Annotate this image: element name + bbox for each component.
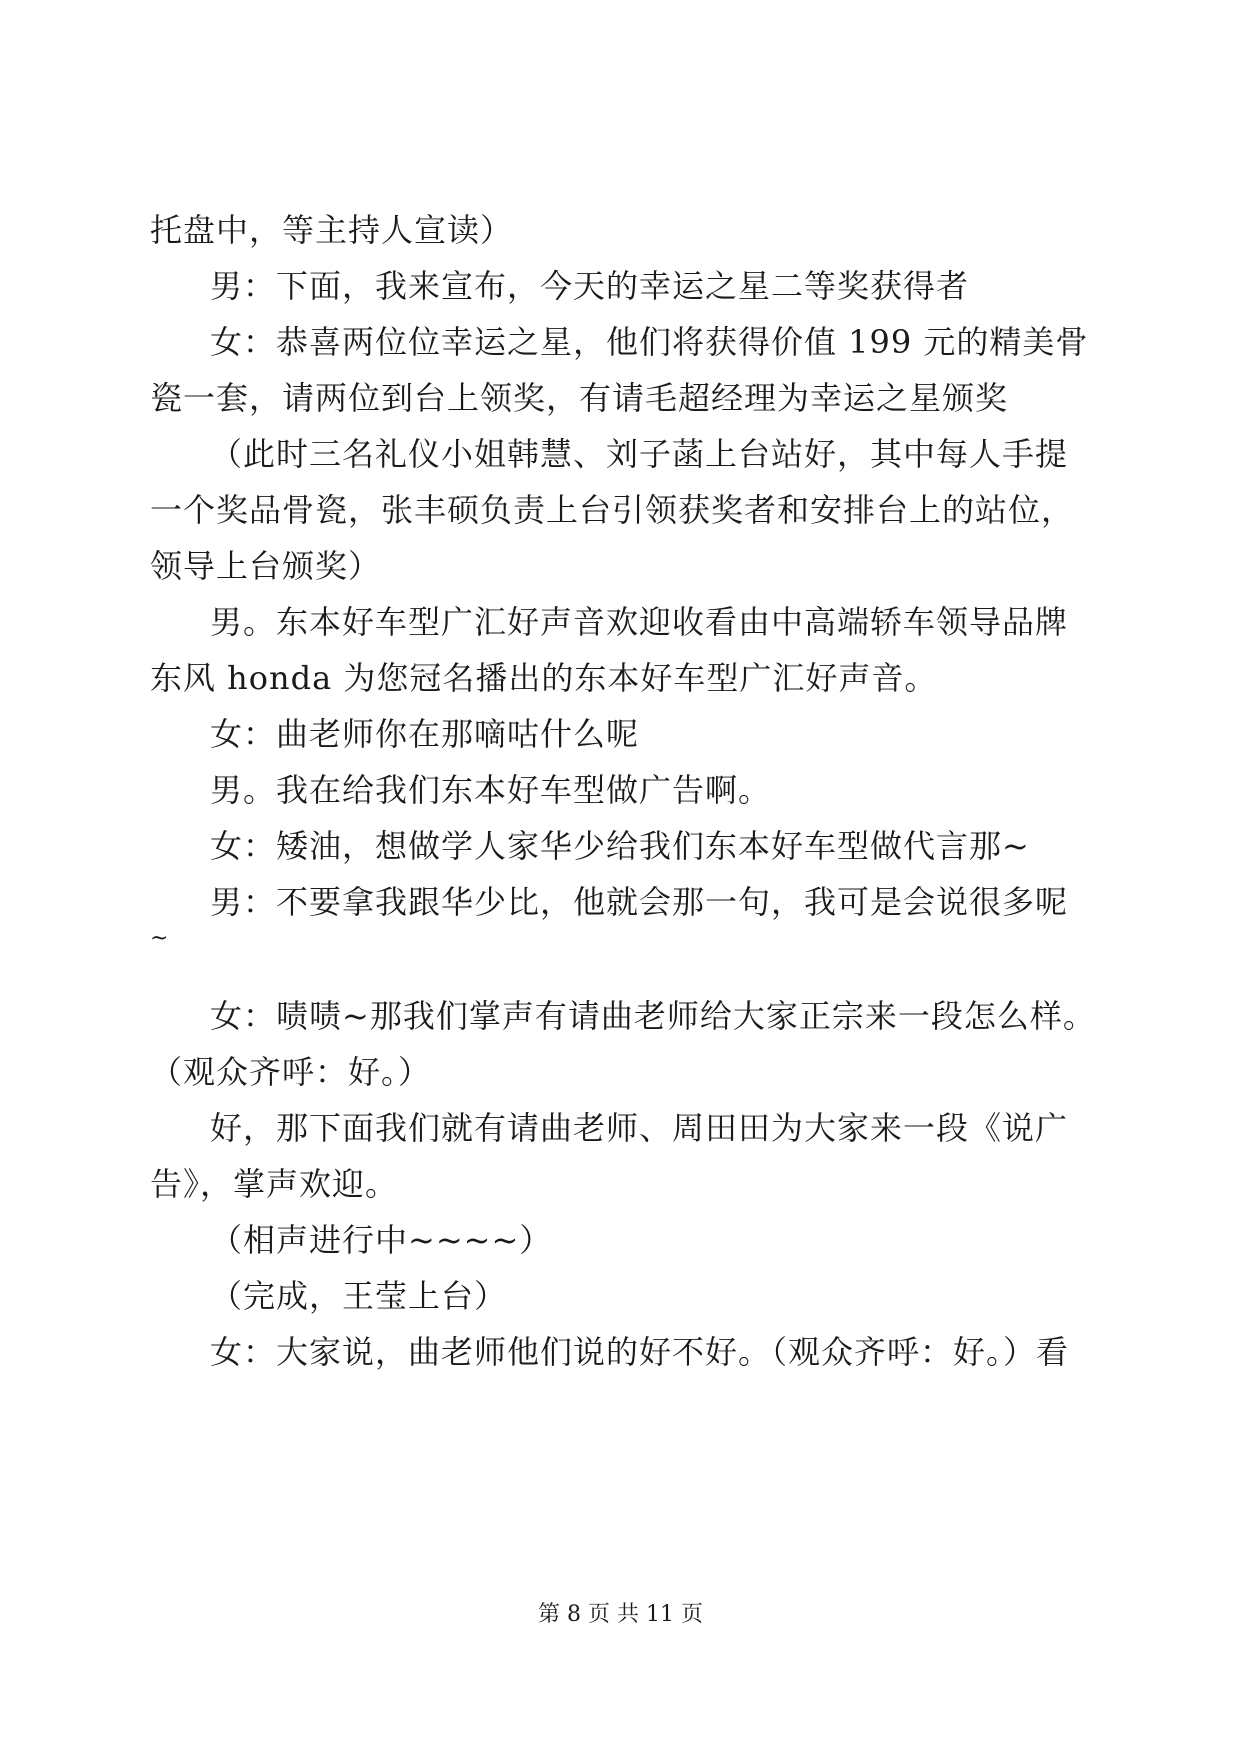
text-line-11: 男。我在给我们东本好车型做广告啊。 [210, 771, 772, 809]
text-line-16: （观众齐呼：好。） [150, 1053, 432, 1091]
text-line-1: 托盘中，等主持人宣读） [150, 211, 514, 249]
text-line-14: ~ [150, 926, 170, 951]
text-line-21: 女：大家说，曲老师他们说的好不好。（观众齐呼：好。）看 [210, 1333, 1070, 1371]
text-line-6: 一个奖品骨瓷，张丰硕负责上台引领获奖者和安排台上的站位， [150, 491, 1075, 529]
text-line-15: 女：啧啧~那我们掌声有请曲老师给大家正宗来一段怎么样。 [210, 997, 1096, 1035]
text-line-19: （相声进行中~~~~） [210, 1221, 553, 1259]
text-line-18: 告》，掌声欢迎。 [150, 1165, 399, 1203]
text-line-4: 瓷一套，请两位到台上领奖，有请毛超经理为幸运之星颁奖 [150, 379, 1009, 417]
text-line-9: 东风 honda 为您冠名播出的东本好车型广汇好声音。 [150, 659, 938, 697]
page-footer: 第 8 页 共 11 页 [538, 1602, 703, 1627]
text-line-3: 女：恭喜两位位幸运之星，他们将获得价值 199 元的精美骨 [210, 323, 1089, 361]
text-line-2: 男：下面，我来宣布，今天的幸运之星二等奖获得者 [210, 267, 970, 305]
text-line-8: 男。东本好车型广汇好声音欢迎收看由中高端轿车领导品牌 [210, 603, 1069, 641]
text-line-12: 女：矮油，想做学人家华少给我们东本好车型做代言那~ [210, 827, 1030, 865]
text-line-20: （完成，王莹上台） [210, 1277, 508, 1315]
text-line-5: （此时三名礼仪小姐韩慧、刘子菡上台站好，其中每人手提 [210, 435, 1069, 473]
text-line-17: 好，那下面我们就有请曲老师、周田田为大家来一段《说广 [210, 1109, 1069, 1147]
text-line-10: 女：曲老师你在那嘀咕什么呢 [210, 715, 640, 753]
text-line-13: 男：不要拿我跟华少比，他就会那一句，我可是会说很多呢 [210, 883, 1069, 921]
text-line-7: 领导上台颁奖） [150, 547, 382, 585]
